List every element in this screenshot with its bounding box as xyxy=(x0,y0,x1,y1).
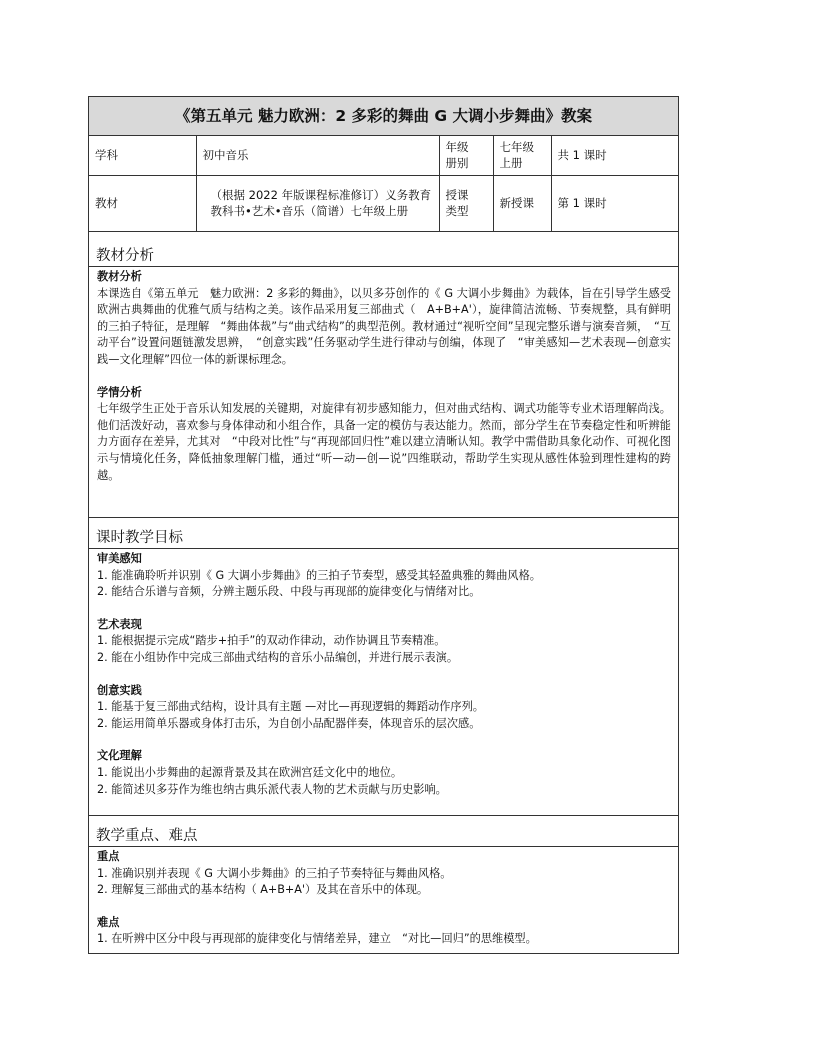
difficulty-item: 1. 在听辨中区分中段与再现部的旋律变化与情绪差异，建立 “对比—回归”的思维模型。 xyxy=(97,932,537,946)
analysis-body xyxy=(97,269,671,484)
subject-label: 学科 xyxy=(89,136,196,175)
analysis-divider xyxy=(89,266,678,267)
analysis-heading: 教材分析 xyxy=(96,248,154,264)
textbook-analysis-text: 本课选自《第五单元 魅力欧洲：2 多彩的舞曲》，以贝多芬创作的《 G 大调小步舞曲》为载体，旨在引导学生感受欧洲古典舞曲的优雅气质与结构之美。该作品采用复三部曲式（ A+B+A'），旋律简洁流畅、节奏规整，具有鲜明的三拍子特征，是理解 “舞曲体裁”与“曲式结构”的典型范例。教材通过“视听空间”呈现完整乐谱与演奏音频， “互动平台”设置问题链激发思辨， “创意实践”任务驱动学生进行律动与创编，体现了 “审美感知—艺术表现—创意实践—文化理解”四位一体的新课标理念。 xyxy=(97,286,671,366)
objective-group-title: 文化理解 xyxy=(97,749,142,763)
type-value: 新授课 xyxy=(493,175,551,231)
lesson-plan-document xyxy=(88,96,679,954)
objective-item: 2. 能运用简单乐器或身体打击乐，为自创小品配器伴奏，体现音乐的层次感。 xyxy=(97,716,481,730)
objectives-divider xyxy=(89,548,678,549)
keypoints-divider xyxy=(89,846,678,847)
objective-group-title: 审美感知 xyxy=(97,552,142,565)
textbook-analysis-subtitle: 教材分析 xyxy=(97,270,142,283)
objective-item: 2. 能结合乐谱与音频，分辨主题乐段、中段与再现部的旋律变化与情绪对比。 xyxy=(97,585,481,599)
objective-item: 1. 能基于复三部曲式结构，设计具有主题 —对比—再现逻辑的舞蹈动作序列。 xyxy=(97,700,484,714)
document-title: 《第五单元 魅力欧洲：2 多彩的舞曲 G 大调小步舞曲》教案 xyxy=(89,97,678,136)
meta-table xyxy=(89,136,678,232)
focus-item: 1. 准确识别并表现《 G 大调小步舞曲》的三拍子节奏特征与舞曲风格。 xyxy=(97,866,452,880)
objective-item: 1. 能准确聆听并识别《 G 大调小步舞曲》的三拍子节奏型，感受其轻盈典雅的舞曲风格。 xyxy=(97,568,541,582)
objective-group-title: 艺术表现 xyxy=(97,617,142,631)
textbook-label: 教材 xyxy=(89,175,196,231)
objectives-heading: 课时教学目标 xyxy=(96,530,183,546)
grade-label: 年级 册别 xyxy=(439,136,493,175)
textbook-value: （根据 2022 年版课程标准修订）义务教育教科书•艺术•音乐（简谱）七年级上册 xyxy=(196,175,439,231)
grade-value: 七年级 上册 xyxy=(493,136,551,175)
objective-item: 1. 能说出小步舞曲的起源背景及其在欧洲宫廷文化中的地位。 xyxy=(97,765,403,779)
focus-title: 重点 xyxy=(97,850,120,863)
focus-item: 2. 理解复三部曲式的基本结构（ A+B+A'）及其在音乐中的体现。 xyxy=(97,883,429,897)
subject-value: 初中音乐 xyxy=(196,136,439,175)
objectives-top-divider xyxy=(89,517,678,518)
objectives-body xyxy=(97,551,671,798)
objective-item: 2. 能在小组协作中完成三部曲式结构的音乐小品编创，并进行展示表演。 xyxy=(97,650,459,664)
meta-row-subject xyxy=(89,136,678,175)
keypoints-heading: 教学重点、难点 xyxy=(96,828,198,844)
keypoints-body xyxy=(97,849,671,948)
learner-analysis-text: 七年级学生正处于音乐认知发展的关键期，对旋律有初步感知能力，但对曲式结构、调式功能等专业术语理解尚浅。他们活泼好动，喜欢参与身体律动和小组合作，具备一定的模仿与表达能力。然而，部分学生在节奏稳定性和听辨能力方面存在差异，尤其对 “中段对比性”与“再现部回归性”难以建立清晰认知。教学中需借助具象化动作、可视化图示与情境化任务，降低抽象理解门槛，通过“听—动—创—说”四维联动，帮助学生实现从感性体验到理性建构的跨越。 xyxy=(97,402,671,482)
objective-group-title: 创意实践 xyxy=(97,683,142,697)
learner-analysis-subtitle: 学情分析 xyxy=(97,385,142,399)
hour-current: 第 1 课时 xyxy=(551,175,678,231)
meta-row-textbook xyxy=(89,175,678,231)
difficulty-title: 难点 xyxy=(97,915,120,929)
objective-item: 1. 能根据提示完成“踏步+拍手”的双动作律动，动作协调且节奏精准。 xyxy=(97,634,446,648)
objective-item: 2. 能简述贝多芬作为维也纳古典乐派代表人物的艺术贡献与历史影响。 xyxy=(97,782,447,796)
keypoints-top-divider xyxy=(89,815,678,816)
hours-total: 共 1 课时 xyxy=(551,136,678,175)
type-label: 授课 类型 xyxy=(439,175,493,231)
